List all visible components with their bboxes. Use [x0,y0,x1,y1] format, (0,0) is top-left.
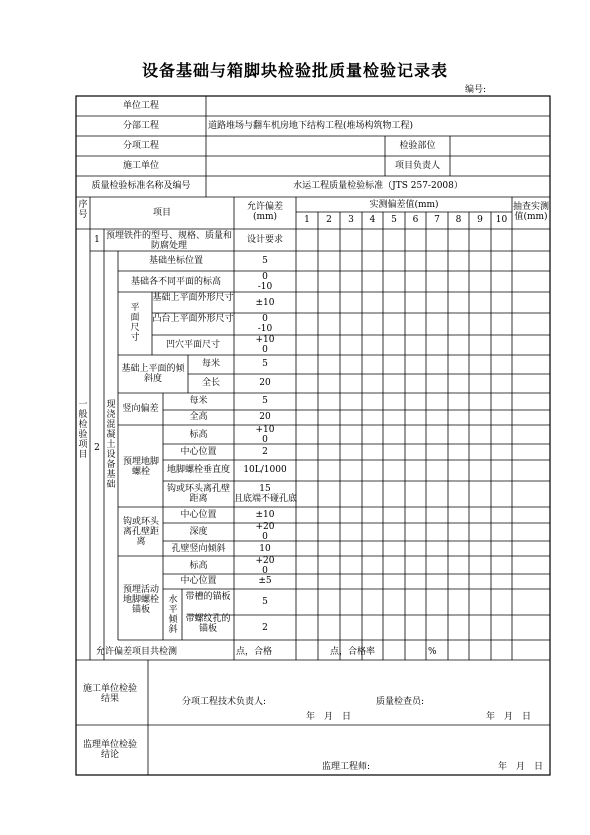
division-project-value: 道路堆场与翻车机房地下结构工程(堆场构筑物工程) [208,121,414,131]
project-leader-label: 项目负责人 [394,161,440,171]
sub-project-label: 分项工程 [122,141,159,151]
base-elev-value: 0 -10 [257,272,273,292]
act-level-label: 水平倾斜 [168,595,178,635]
division-project-label: 分部工程 [122,121,159,131]
allowance-header: 允许偏差(mm) [246,202,283,222]
act-center-value: ±5 [258,576,272,586]
construction-unit-label: 施工单位 [122,161,159,171]
base-elev-label: 基础各不同平面的标高 [130,277,221,287]
item-header: 项目 [152,208,171,218]
ab-center-label: 中心位置 [180,447,217,457]
top-outer-value: ±10 [255,298,275,308]
base-coord-label: 基础坐标位置 [148,256,203,266]
seq-header: 序号 [78,200,88,220]
ab-hook-label: 钩或环头离孔壁距离 [166,484,230,504]
unit-project-label: 单位工程 [122,101,159,111]
per-meter-value: 5 [262,359,268,369]
supervision-engineer-label: 监理工程师: [322,762,371,772]
act-elev-label: 标高 [189,561,208,571]
hole-depth-value: +20 0 [255,522,275,542]
full-length-label: 全长 [201,378,220,388]
summary-label: 允许偏差项目共检测 [96,647,178,657]
full-length-value: 20 [259,378,271,388]
measure-col-1: 1 [304,215,310,225]
standard-label: 质量检验标准名称及编号 [91,181,191,191]
standard-value: 水运工程质量检验标准（JTS 257-2008） [293,181,463,191]
measure-col-3: 3 [348,215,354,225]
supervision-date: 年 月 日 [498,762,544,772]
boss-outer-label: 凸台上平面外形尺寸 [152,314,234,324]
construction-date-1: 年 月 日 [306,712,352,722]
measure-col-2: 2 [326,215,332,225]
row1-number: 1 [94,235,100,245]
hole-center-value: ±10 [255,510,275,520]
vd-per-meter-label: 每米 [189,396,208,406]
page-title: 设备基础与箱脚块检验批质量检验记录表 [141,61,448,80]
pit-size-label: 凹穴平面尺寸 [165,340,220,350]
measure-col-7: 7 [434,215,440,225]
ab-elev-value: +10 0 [255,425,275,445]
act-thread-value: 2 [262,623,268,633]
measure-col-9: 9 [477,215,483,225]
vd-full-height-label: 全高 [189,412,208,422]
row2-group-label: 现浇混凝土设备基础 [106,400,116,490]
per-meter-label: 每米 [201,359,220,369]
row1-item: 预埋铁件的型号、规格、质量和防腐处理 [105,231,232,251]
ab-center-value: 2 [262,447,268,457]
inspect-part-label: 检验部位 [399,141,436,151]
summary-percent: % [428,647,437,657]
hole-center-label: 中心位置 [180,510,217,520]
ab-elev-label: 标高 [189,430,208,440]
act-slot-value: 5 [262,597,268,607]
top-outer-label: 基础上平面外形尺寸 [152,293,234,303]
hole-vert-value: 10 [259,544,271,554]
vertical-dev-label: 竖向偏差 [122,404,159,414]
summary-points: 点，合格 [236,647,273,657]
serial-number-label: 编号: [465,85,487,95]
vd-full-height-value: 20 [259,412,271,422]
tech-leader-label: 分项工程技术负责人: [182,697,267,707]
check-header: 抽查实测值(mm) [512,202,549,222]
inspector-label: 质量检查员: [376,697,425,707]
hole-vert-label: 孔壁竖向倾斜 [171,544,226,554]
act-thread-label: 带螺纹孔的锚板 [185,614,231,634]
active-bolt-label: 预埋活动地脚螺栓锚板 [122,585,159,615]
measure-col-4: 4 [369,215,376,225]
measure-col-5: 5 [391,215,397,225]
ab-vertical-label: 地脚螺栓垂直度 [166,465,230,475]
measure-col-6: 6 [412,215,419,225]
hole-depth-label: 深度 [189,527,208,537]
anchor-bolt-label: 预埋地脚螺栓 [122,457,159,477]
pit-size-value: +10 0 [255,335,275,355]
measure-col-10: 10 [495,215,508,225]
act-center-label: 中心位置 [180,576,217,586]
summary-points-rate: 点，合格率 [330,647,376,657]
row1-value: 设计要求 [246,235,283,245]
row2-number: 2 [94,443,100,453]
measured-header: 实测偏差值(mm) [369,200,439,210]
vd-per-meter-value: 5 [262,396,268,406]
supervision-label: 监理单位检验结论 [82,740,137,760]
measure-col-8: 8 [455,215,462,225]
ab-hook-value: 15 且底端不碰孔底 [234,484,298,504]
act-elev-value: +20 0 [255,556,275,576]
general-group-label: 一般检验项目 [78,400,88,460]
base-coord-value: 5 [262,256,268,266]
act-slot-label: 带槽的锚板 [185,592,231,602]
top-level-label: 基础上平面的倾斜度 [121,364,185,384]
construction-result-label: 施工单位检验结果 [82,684,137,704]
construction-date-2: 年 月 日 [486,712,532,722]
boss-outer-value: 0 -10 [257,314,273,334]
hole-label: 钩或环头离孔壁距离 [122,517,159,547]
ab-vertical-value: 10L/1000 [243,465,287,475]
plane-size-label: 平面尺寸 [130,303,140,343]
